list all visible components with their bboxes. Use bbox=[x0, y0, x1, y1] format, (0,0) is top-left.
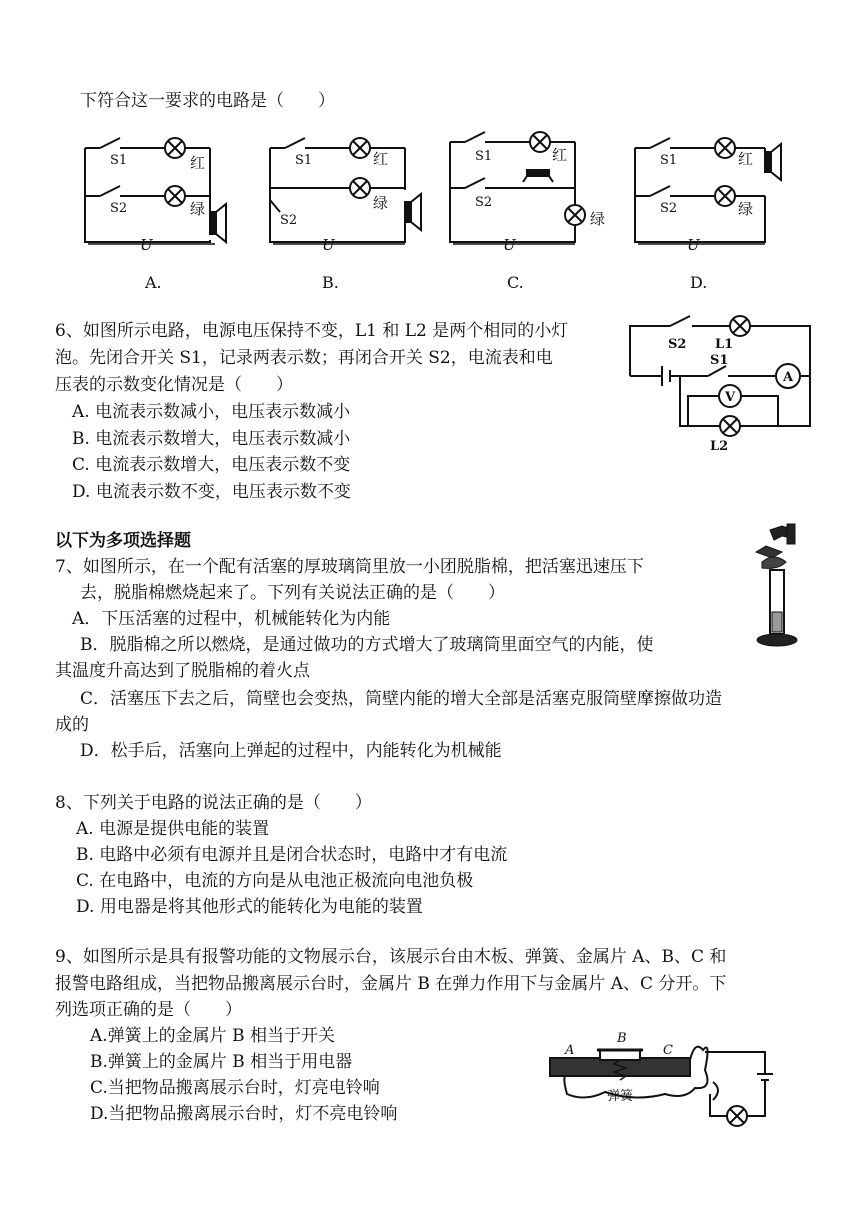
q7-piston-cylinder-figure bbox=[752, 522, 812, 652]
q9-line2: 报警电路组成，当把物品搬离展示台时，金属片 B 在弹力作用下与金属片 A、C 分开。下 bbox=[55, 974, 727, 994]
q9-fig-c: C bbox=[663, 1043, 673, 1058]
circuit-a-lamp2: 绿 bbox=[190, 200, 206, 218]
q6-fig-voltmeter: V bbox=[725, 390, 736, 405]
q9-line1: 9、如图所示是具有报警功能的文物展示台，该展示台由木板、弹簧、金属片 A、B、C 和 bbox=[55, 947, 727, 967]
q7-option-c-line1: C．活塞压下去之后，筒壁也会变热，筒壁内能的增大全部是活塞克服筒壁摩擦做功造 bbox=[80, 689, 723, 709]
q6-line2: 泡。先闭合开关 S1，记录两表示数；再闭合开关 S2，电流表和电 bbox=[55, 348, 553, 368]
q9-fig-spring: 弹簧 bbox=[607, 1089, 634, 1104]
q6-fig-l2: L2 bbox=[710, 439, 729, 454]
circuit-b-s1: S1 bbox=[295, 153, 313, 168]
q6-fig-s2: S2 bbox=[668, 337, 687, 352]
circuit-a-lamp1: 红 bbox=[190, 154, 206, 172]
circuit-c-lamp1: 红 bbox=[552, 146, 568, 164]
q6-option-a: A. 电流表示数减小，电压表示数减小 bbox=[72, 402, 351, 422]
q6-fig-l1: L1 bbox=[715, 337, 734, 352]
q8-option-d: D. 用电器是将其他形式的能转化为电能的装置 bbox=[76, 897, 423, 917]
circuit-b-s2: S2 bbox=[280, 213, 298, 228]
q9-option-a: A.弹簧上的金属片 B 相当于开关 bbox=[90, 1026, 335, 1046]
q9-alarm-display-figure bbox=[545, 1030, 785, 1130]
q7-line1: 7、如图所示，在一个配有活塞的厚玻璃筒里放一小团脱脂棉，把活塞迅速压下 bbox=[55, 557, 644, 577]
q7-option-c-line2: 成的 bbox=[55, 715, 89, 735]
circuit-b-lamp1: 红 bbox=[373, 150, 389, 168]
q8-option-a: A. 电源是提供电能的装置 bbox=[76, 819, 270, 839]
circuit-c-option: C. bbox=[507, 273, 524, 290]
circuit-d bbox=[635, 138, 781, 242]
q5-circuit-diagrams bbox=[70, 120, 810, 290]
q9-fig-b: B bbox=[617, 1031, 627, 1046]
q9-option-d: D.当把物品搬离展示台时，灯不亮电铃响 bbox=[90, 1104, 398, 1124]
q9-option-b: B.弹簧上的金属片 B 相当于用电器 bbox=[90, 1052, 353, 1072]
circuit-b-lamp2: 绿 bbox=[373, 194, 389, 212]
circuit-c-s2: S2 bbox=[475, 195, 493, 210]
circuit-b-u: U bbox=[322, 236, 335, 254]
q9-option-c: C.当把物品搬离展示台时，灯亮电铃响 bbox=[90, 1078, 380, 1098]
circuit-d-option: D. bbox=[690, 273, 708, 290]
q7-line2: 去，脱脂棉燃烧起来了。下列有关说法正确的是（ ） bbox=[80, 583, 505, 603]
circuit-a-u: U bbox=[140, 236, 153, 254]
q6-line3: 压表的示数变化情况是（ ） bbox=[55, 375, 293, 395]
q7-option-b-line1: B．脱脂棉之所以燃烧，是通过做功的方式增大了玻璃筒里面空气的内能，使 bbox=[80, 635, 654, 655]
circuit-c-u: U bbox=[503, 236, 516, 254]
q8-option-c: C. 在电路中，电流的方向是从电池正极流向电池负极 bbox=[76, 871, 474, 891]
q6-option-d: D. 电流表示数不变，电压表示数不变 bbox=[72, 482, 351, 502]
circuit-a-s2: S2 bbox=[110, 201, 128, 216]
circuit-d-lamp1: 红 bbox=[738, 150, 754, 168]
circuit-c-s1: S1 bbox=[475, 149, 493, 164]
circuit-d-s1: S1 bbox=[660, 153, 678, 168]
q5-stem: 下符合这一要求的电路是（ ） bbox=[80, 91, 335, 111]
q8-option-b: B. 电路中必须有电源并且是闭合状态时，电路中才有电流 bbox=[76, 845, 508, 865]
q6-circuit-diagram bbox=[620, 308, 820, 458]
q8-stem: 8、下列关于电路的说法正确的是（ ） bbox=[55, 793, 372, 813]
q6-option-b: B. 电流表示数增大，电压表示数减小 bbox=[72, 429, 351, 449]
q7-option-b-line2: 其温度升高达到了脱脂棉的着火点 bbox=[55, 661, 310, 681]
circuit-d-lamp2: 绿 bbox=[738, 200, 754, 218]
circuit-a-option: A. bbox=[145, 273, 162, 290]
q9-line3: 列选项正确的是（ ） bbox=[55, 1000, 242, 1020]
q7-option-d: D．松手后，活塞向上弹起的过程中，内能转化为机械能 bbox=[80, 741, 502, 761]
q6-option-c: C. 电流表示数增大，电压表示数不变 bbox=[72, 455, 351, 475]
q6-line1: 6、如图所示电路，电源电压保持不变，L1 和 L2 是两个相同的小灯 bbox=[55, 321, 569, 341]
q6-fig-ammeter: A bbox=[783, 370, 794, 385]
q9-fig-a: A bbox=[565, 1043, 575, 1058]
circuit-d-s2: S2 bbox=[660, 201, 678, 216]
q6-fig-s1: S1 bbox=[710, 353, 729, 368]
circuit-d-u: U bbox=[687, 236, 700, 254]
circuit-a-s1: S1 bbox=[110, 153, 128, 168]
circuit-c-lamp2: 绿 bbox=[590, 210, 606, 228]
section-title: 以下为多项选择题 bbox=[55, 531, 191, 551]
q7-option-a: A．下压活塞的过程中，机械能转化为内能 bbox=[72, 609, 391, 629]
circuit-b-option: B. bbox=[322, 273, 339, 290]
